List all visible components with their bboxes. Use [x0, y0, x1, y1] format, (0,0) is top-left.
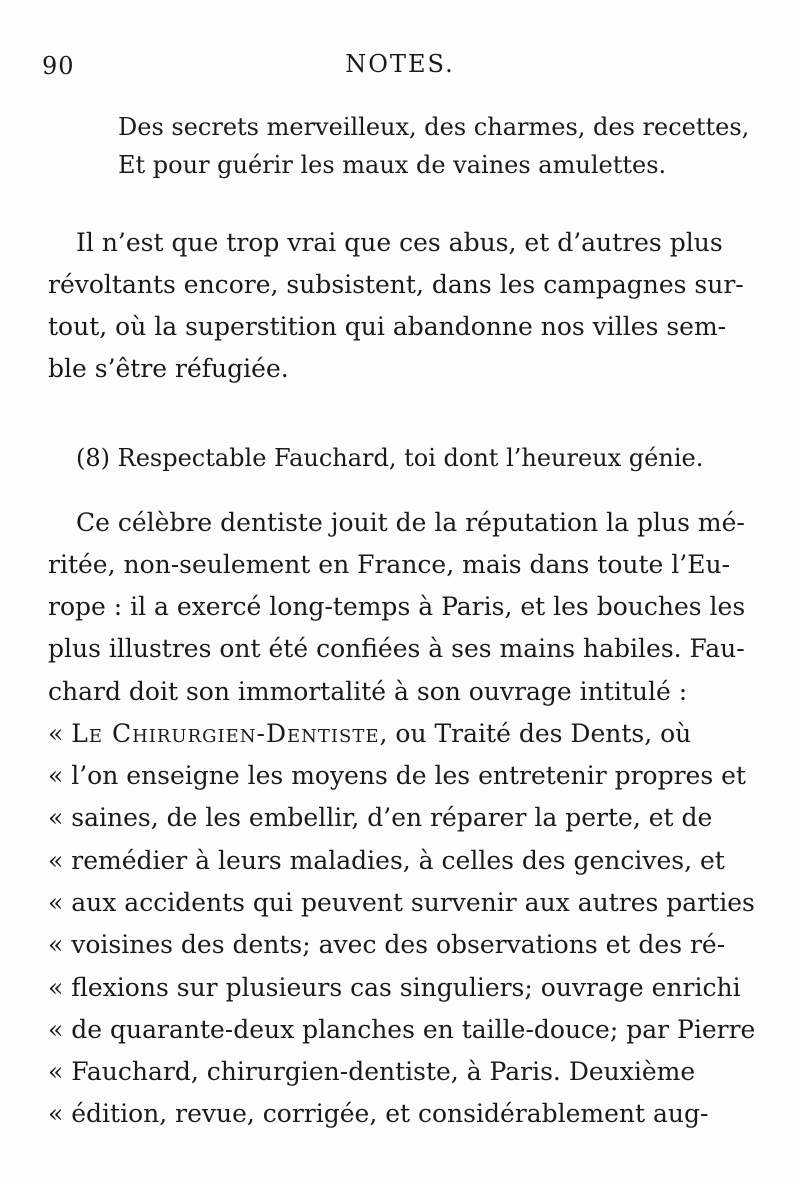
- paragraph-line: « édition, revue, corrigée, et considérablement aug-: [48, 1099, 709, 1128]
- paragraph-line: « l’on enseigne les moyens de les entretenir propres et: [48, 761, 746, 790]
- title-continuation: , ou Traité des Dents, où: [379, 719, 692, 748]
- paragraph-line: ble s’être réfugiée.: [48, 354, 289, 383]
- verse-line: Des secrets merveilleux, des charmes, des recettes,: [118, 113, 750, 141]
- paragraph-line: tout, où la superstition qui abandonne nos villes sem-: [48, 312, 727, 341]
- paragraph-line: ritée, non-seulement en France, mais dans toute l’Eu-: [48, 550, 731, 579]
- quote-mark: «: [48, 719, 72, 748]
- paragraph-line: « aux accidents qui peuvent survenir aux autres parties: [48, 888, 755, 917]
- paragraph-line: Il n’est que trop vrai que ces abus, et d’autres plus: [76, 228, 723, 257]
- running-head: NOTES.: [345, 50, 455, 78]
- paragraph-line: « remédier à leurs maladies, à celles des gencives, et: [48, 846, 725, 875]
- note-heading: (8) Respectable Fauchard, toi dont l’heureux génie.: [76, 444, 704, 472]
- paragraph-line: « flexions sur plusieurs cas singuliers; ouvrage enrichi: [48, 973, 741, 1002]
- paragraph-line: chard doit son immortalité à son ouvrage intitulé :: [48, 677, 688, 706]
- paragraph-line: « saines, de les embellir, d’en réparer la perte, et de: [48, 803, 713, 832]
- paragraph-line: révoltants encore, subsistent, dans les campagnes sur-: [48, 270, 744, 299]
- paragraph-line: « voisines des dents; avec des observations et des ré-: [48, 930, 726, 959]
- paragraph-line: « Fauchard, chirurgien-dentiste, à Paris. Deuxième: [48, 1057, 696, 1086]
- paragraph-line: plus illustres ont été confiées à ses mains habiles. Fau-: [48, 634, 745, 663]
- paragraph-line: [48, 719, 691, 749]
- paragraph-line: rope : il a exercé long-temps à Paris, et les bouches les: [48, 592, 746, 621]
- paragraph-line: Ce célèbre dentiste jouit de la réputation la plus mé-: [76, 508, 745, 537]
- verse-line: Et pour guérir les maux de vaines amulettes.: [118, 151, 667, 179]
- book-title: Le Chirurgien-Dentiste: [71, 719, 380, 748]
- page-number: 90: [42, 52, 75, 80]
- paragraph-line: « de quarante-deux planches en taille-douce; par Pierre: [48, 1015, 756, 1044]
